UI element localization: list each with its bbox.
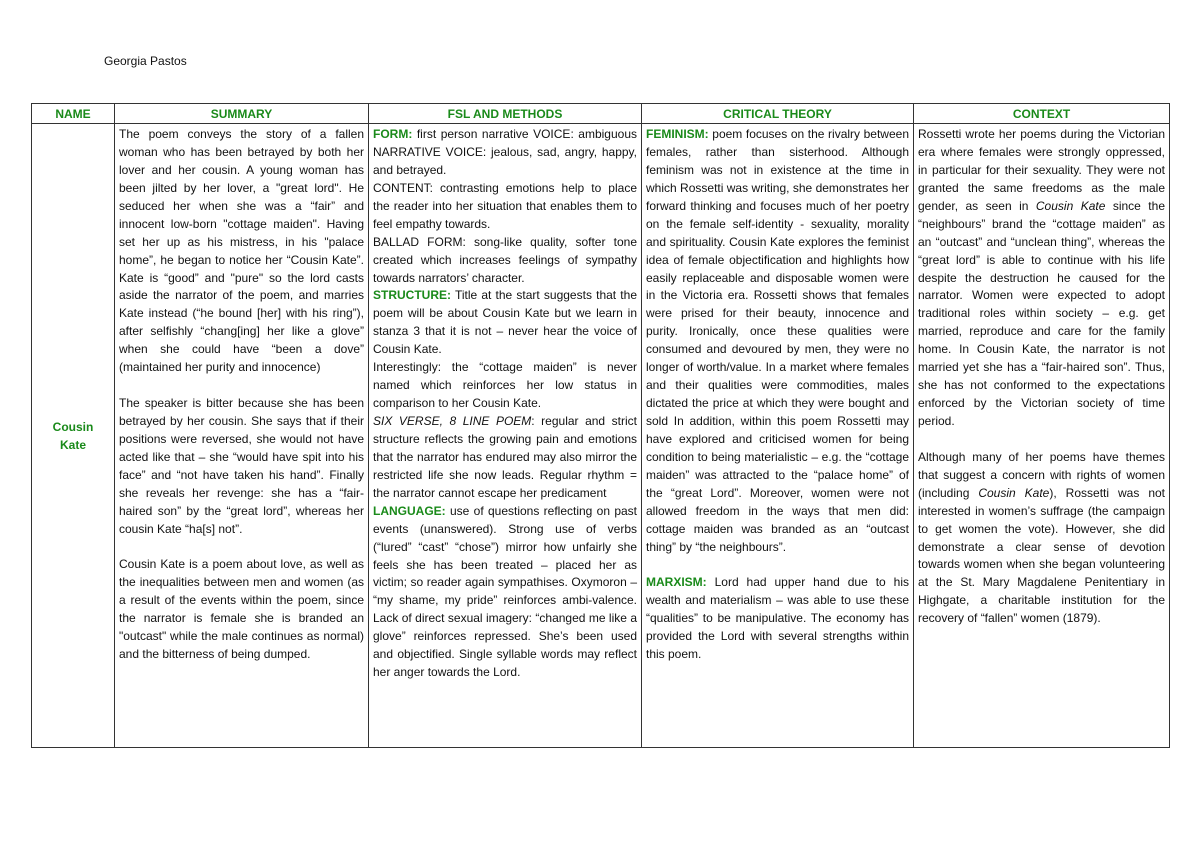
context-paragraph-1	[918, 126, 1165, 431]
poem-name-line1: Cousin	[52, 419, 94, 434]
context-p1-text-a: Rossetti wrote her poems during the Victorian era where females were strongly oppressed, in particular for their sexuality. They were not granted the same freedoms as the male gender, as seen in	[918, 127, 1165, 213]
fsl-content: CONTENT: contrasting emotions help to place the reader into her situation that enables them to feel empathy towards.	[373, 180, 637, 231]
structure-label: STRUCTURE:	[373, 288, 451, 303]
six-verse-label: SIX VERSE, 8 LINE POEM	[373, 414, 532, 428]
marxism-label: MARXISM:	[646, 575, 707, 590]
fsl-structure	[373, 287, 637, 359]
structure-text: Title at the start suggests that the poem will be about Cousin Kate but we learn in stanza 3 that it is not – never hear the voice of Cousin Kate.	[373, 288, 637, 357]
feminism-paragraph	[646, 126, 909, 557]
six-verse-text: : regular and strict structure reflects the growing pain and emotions that the narrator has endured may also mirror the restricted life she now leads. Regular rhythm = the narrator cannot escape her predicament	[373, 414, 637, 500]
fsl-language	[373, 503, 637, 682]
form-label: FORM:	[373, 127, 413, 141]
marxism-paragraph	[646, 574, 909, 664]
table-row	[32, 124, 1170, 748]
fsl-cell	[369, 124, 642, 748]
name-cell	[32, 124, 115, 748]
critical-theory-cell	[642, 124, 914, 748]
feminism-text: poem focuses on the rivalry between females, rather than sisterhood. Although feminism was not in existence at the time in which Rossetti was writing, she demonstrates her forward thinking and focuses much of her poetry on the female self-identity - sexuality, morality and spirituality. Cousin Kate explores the feminist idea of female objectification and highlights how easily replaceable and disposable women were in the Victoria era. Rossetti shows that females were prised for their beauty, innocence and purity. Ironically, once these qualities were consumed and devoured by men, they were no longer of worth/value. In a market where females and their qualities were commodities, males dictated the price at which they were bought and sold In addition, within this poem Rossetti may have explored and criticised women for being condition to being materialistic – e.g. the “cottage maiden” was attracted to the “palace home” of the “great Lord”. Moreover, women were not allowed freedom in the ways that men did: cottage maiden was branded as an “outcast thing” by “the neighbours”.	[646, 127, 909, 554]
poem-analysis-table	[31, 103, 1170, 748]
author-name: Georgia Pastos	[104, 54, 187, 68]
fsl-six-verse	[373, 413, 637, 503]
fsl-interestingly: Interestingly: the “cottage maiden” is never named which reinforces her low status in comparison to her Cousin Kate.	[373, 360, 637, 411]
header-context: CONTEXT	[914, 104, 1170, 124]
context-p1-italic: Cousin Kate	[1035, 198, 1106, 213]
feminism-label: FEMINISM:	[646, 127, 709, 141]
language-text: use of questions reflecting on past events (unanswered). Strong use of verbs (“lured” “cast” “chose”) mirror how unfairly she feels she has been treated – placed her as victim; so reader again sympathises. Oxymoron – “my shame, my pride” reinforces ambi-valence. Lack of direct sexual imagery: “changed me like a glove” reinforces repressed. She’s been used and objectified. Single syllable words may reflect her anger towards the Lord.	[373, 503, 637, 680]
header-critical-theory: CRITICAL THEORY	[642, 104, 914, 124]
context-p2-italic: Cousin Kate	[978, 485, 1050, 500]
language-label: LANGUAGE:	[373, 503, 446, 518]
context-paragraph-2	[918, 449, 1165, 628]
marxism-text: Lord had upper hand due to his wealth and materialism – was able to use these “qualities” to be manipulative. The economy has provided the Lord with several strengths within this poem.	[646, 575, 909, 662]
context-p2-text-a: Although many of her poems have themes that suggest a concern with rights of women (including	[918, 449, 1165, 500]
context-cell	[914, 124, 1170, 748]
summary-paragraph-1: The poem conveys the story of a fallen woman who has been betrayed by both her lover and her cousin. A young woman has been jilted by her lover, a "great lord". He seduced her when she was a “fair” and innocent low-born "cottage maiden". Having set her up as his mistress, in his "palace home”, he began to notice her “Cousin Kate”. Kate is “good” and "pure" so the lord casts aside the narrator of the poem, and marries Kate instead (“he bound [her] with his ring”), after selfishly “chang[ing] her like a glove” when she could have “been a dove” (maintained her purity and innocence)	[119, 127, 364, 375]
context-p2-text-b: ), Rossetti was not interested in women’s suffrage (the campaign to get women the vote). However, she did demonstrate a clear sense of devotion towards women when she began volunteering at the St. Mary Magdalene Penitentiary in Highgate, a charitable institution for the recovery of “fallen” women (1879).	[918, 485, 1166, 626]
summary-paragraph-3: Cousin Kate is a poem about love, as well as the inequalities between men and women (as a result of the events within the poem, since the narrator is female she is branded an "outcast" while the male continues as normal) and the bitterness of being dumped.	[119, 557, 364, 662]
fsl-form	[373, 126, 637, 180]
summary-paragraph-2: The speaker is bitter because she has been betrayed by her cousin. She says that if their positions were reversed, she would not have acted like that – she “would have spit into his face” and “not have taken his hand”. Finally she reveals her revenge: she has a “fair-haired son” by the “great lord”, whereas her cousin Kate “ha[s] not”.	[119, 396, 364, 536]
context-p1-text-b: since the “neighbours” brand the “cottage maiden” as an “outcast” and “unclean thing”, whereas the “great lord” is able to continue with his life despite the destruction he caused for the narrator. Women were expected to adopt traditional roles within society – e.g. get married, reproduce and care for the family home. In Cousin Kate, the narrator is not married yet she has a “fair-haired son”. Thus, she has not conformed to the expectations enforced by the Victorian society of time period.	[918, 198, 1165, 428]
fsl-ballad: BALLAD FORM: song-like quality, softer tone created which increases feelings of sympathy towards narrators’ character.	[373, 234, 637, 285]
summary-cell	[115, 124, 369, 748]
header-name: NAME	[32, 104, 115, 124]
poem-name-line2: Kate	[59, 437, 86, 452]
header-row	[32, 104, 1170, 124]
header-summary: SUMMARY	[115, 104, 369, 124]
form-text: first person narrative VOICE: ambiguous NARRATIVE VOICE: jealous, sad, angry, happy, and betrayed.	[373, 127, 637, 177]
header-fsl: FSL AND METHODS	[369, 104, 642, 124]
